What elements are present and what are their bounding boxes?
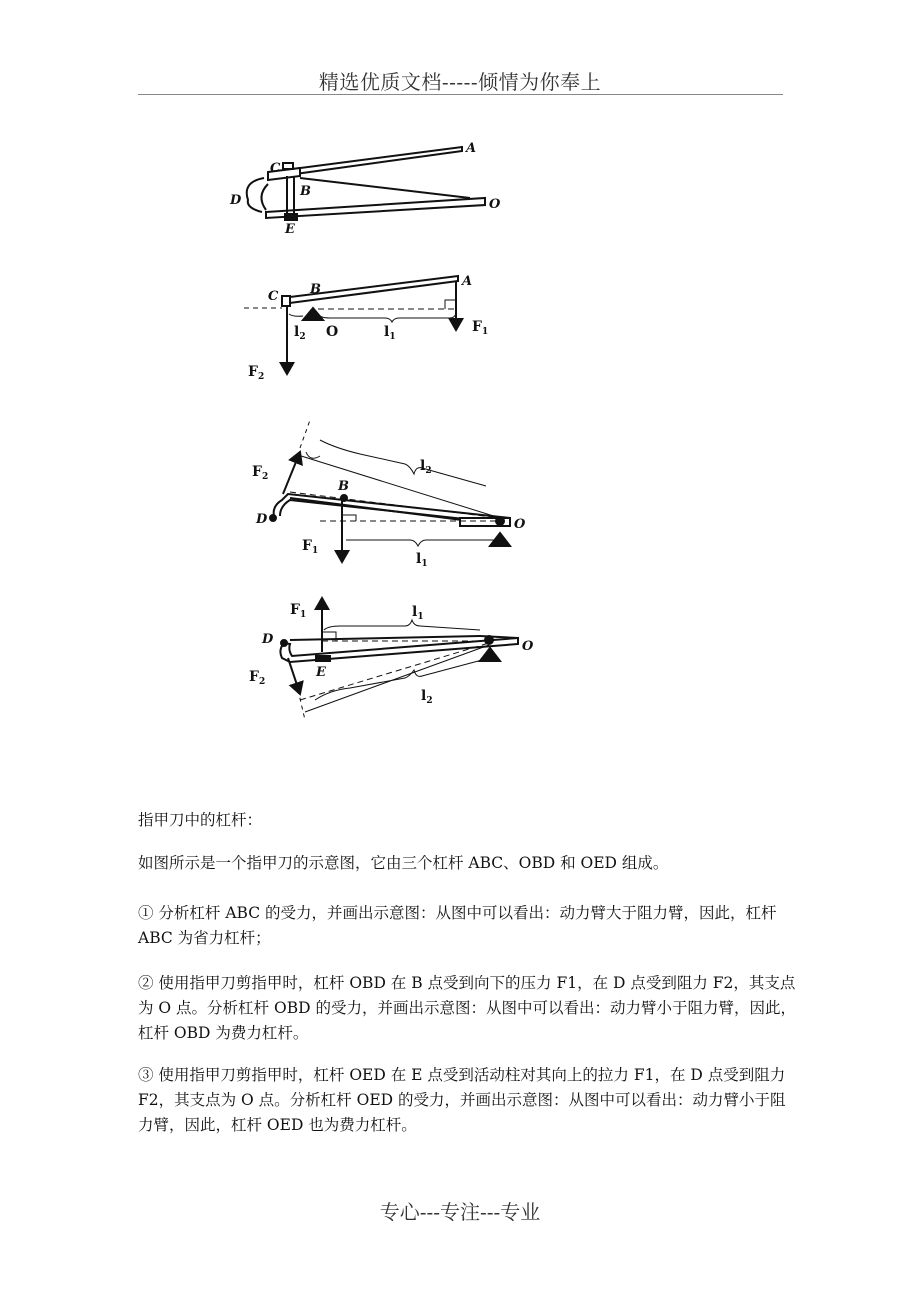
fig1-label-c: C (270, 161, 281, 176)
page-header-title: 精选优质文档-----倾情为你奉上 (318, 70, 602, 94)
fig3-label-l1: $l_1$ (416, 551, 428, 569)
figure-4-lever-oed (249, 598, 534, 720)
fig3-label-l2: $l_2$ (420, 458, 432, 476)
fig1-label-a: A (466, 141, 477, 156)
figure-1-nail-clipper (229, 141, 501, 237)
fig4-label-f2: $F_2$ (249, 669, 266, 687)
fig3-label-d: D (256, 512, 268, 527)
lever-abc-bar (282, 276, 458, 304)
fig2-label-o: O (326, 324, 339, 340)
fig4-label-l1: $l_1$ (412, 604, 424, 622)
fig2-label-f2: $F_2$ (248, 364, 265, 382)
fig1-label-e: E (285, 222, 295, 237)
fig3-label-o: O (514, 517, 526, 532)
item-2-paragraph: ② 使用指甲刀剪指甲时，杠杆 OBD 在 B 点受到向下的压力 F1，在 D 点受到阻力 F2，其支点为 O 点。分析杠杆 OBD 的受力，并画出示意图：从图中可以看出：动力臂小于阻力臂，因此，杠杆 OBD 为费力杠杆。 (138, 974, 796, 1042)
force-f2-arrow (283, 452, 300, 494)
item-3-paragraph: ③ 使用指甲刀剪指甲时，杠杆 OED 在 E 点受到活动柱对其向上的拉力 F1，在 D 点受到阻力 F2，其支点为 O 点。分析杠杆 OED 的受力，并画出示意图：从图中可以看出：动力臂小于阻力臂，因此，杠杆 OED 也为费力杠杆。 (138, 1066, 786, 1134)
point-d (281, 640, 287, 646)
point-d (270, 515, 276, 521)
fig1-label-b: B (300, 184, 311, 199)
fig1-label-d: D (230, 193, 242, 208)
point-o (496, 517, 504, 525)
point-o (485, 636, 493, 644)
fulcrum-triangle (303, 308, 323, 320)
fig4-label-d: D (262, 632, 274, 647)
fulcrum-triangle (480, 648, 500, 661)
section-heading: 指甲刀中的杠杆： (138, 811, 263, 829)
clipper-bottom-lever (266, 198, 485, 218)
page-footer: 专心---专注---专业 (379, 1200, 541, 1224)
fig2-label-l2: $l_2$ (294, 324, 306, 342)
fig1-label-o: O (489, 197, 501, 212)
fig4-label-e: E (316, 665, 326, 680)
fig4-label-o: O (522, 639, 534, 654)
figure-3-lever-obd (252, 420, 526, 569)
fig3-label-f1: $F_1$ (302, 538, 319, 556)
figure-2-lever-abc (244, 274, 488, 382)
fig2-label-b: B (310, 282, 321, 297)
fig4-label-f1: $F_1$ (290, 602, 307, 620)
fig2-label-l1: $l_1$ (384, 324, 396, 342)
fig2-label-c: C (268, 289, 279, 304)
point-e (316, 656, 330, 661)
fig2-label-a: A (462, 274, 473, 289)
item-1-paragraph: ① 分析杠杆 ABC 的受力，并画出示意图：从图中可以看出：动力臂大于阻力臂，因此，杠杆 ABC 为省力杠杆； (138, 904, 777, 947)
fig4-label-l2: $l_2$ (421, 688, 433, 706)
clipper-top-lever (285, 147, 462, 175)
intro-paragraph: 如图所示是一个指甲刀的示意图，它由三个杠杆 ABC、OBD 和 OED 组成。 (138, 854, 669, 872)
fig2-label-f1: $F_1$ (472, 319, 489, 337)
fig3-label-f2: $F_2$ (252, 464, 269, 482)
fig3-label-b: B (338, 479, 349, 494)
force-f2-arrow (288, 658, 300, 694)
